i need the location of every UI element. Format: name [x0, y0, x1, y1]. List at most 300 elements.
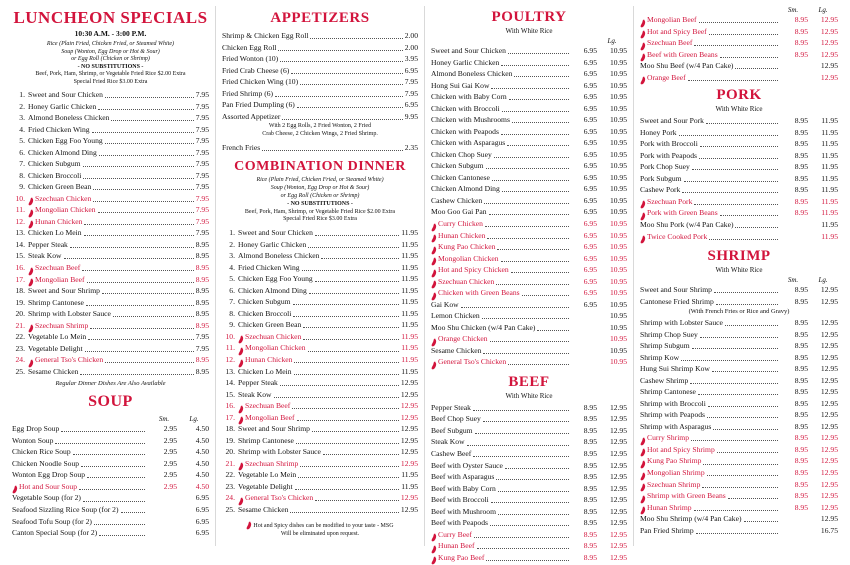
chili-pepper-icon	[28, 197, 33, 204]
item-name: Chicken Green Bean	[28, 182, 92, 192]
luncheon-note-rice: Rice (Plain Fried, Chicken Fried, or Steamed White)	[46, 41, 175, 47]
item-name: Lemon Chicken	[431, 311, 480, 321]
item-price-large: 10.95	[609, 334, 628, 344]
item-price-large: 10.95	[609, 311, 628, 321]
menu-item	[431, 529, 627, 541]
item-number: 24.	[225, 493, 235, 503]
item-price: 7.95	[195, 147, 209, 157]
item-price-small: 6.95	[583, 184, 598, 194]
leader-dots	[321, 258, 399, 259]
item-price-large: 10.95	[609, 207, 628, 217]
item-price: 8.95	[195, 286, 209, 296]
item-price-small: 8.95	[583, 449, 598, 458]
menu-item	[431, 264, 627, 276]
item-name: Szechuan Shrimp	[647, 479, 701, 489]
menu-item	[222, 492, 418, 504]
item-name: Shrimp Cantonese	[28, 297, 84, 307]
item-name: Pepper Steak	[28, 239, 68, 249]
item-name: Moo Goo Gai Pan	[431, 207, 487, 217]
item-name: Orange Beef	[647, 72, 686, 82]
item-name: Beef with Baby Corn	[431, 483, 496, 493]
chili-pepper-icon	[431, 292, 436, 299]
menu-item	[431, 333, 627, 345]
menu-item	[12, 331, 209, 343]
combo-note-rice: Rice (Plain Fried, Chicken Fried, or Steamed White)	[256, 177, 384, 184]
beef-top-col-sm: Sm.	[787, 6, 799, 14]
menu-item	[431, 356, 627, 368]
item-price-small: 8.95	[794, 296, 809, 306]
item-name: Chicken with Mushrooms	[431, 115, 510, 125]
item-price: 7.95	[195, 113, 209, 123]
item-price: 11.95	[401, 239, 419, 249]
item-price: 3.95	[404, 54, 419, 64]
menu-item	[640, 513, 838, 525]
item-name: Hunan Beef	[438, 541, 475, 551]
chili-pepper-icon	[640, 472, 645, 479]
item-name: Seafood Tofu Soup (for 2)	[12, 516, 92, 526]
luncheon-extra-1: Beef, Pork, Ham, Shrimp, or Vegetable Fried Rice $2.00 Extra	[35, 71, 186, 77]
menu-item	[431, 206, 627, 218]
item-name: Chicken Subgum	[238, 297, 291, 307]
item-price: 6.95	[404, 100, 419, 110]
leader-dots	[684, 181, 778, 182]
menu-item	[640, 219, 838, 231]
item-price-large: 11.95	[821, 127, 839, 137]
item-number: 2.	[19, 101, 25, 111]
chili-pepper-icon	[640, 495, 645, 502]
item-name: Beef with Broccoli	[431, 495, 489, 505]
item-name: Beef with Asparagus	[431, 472, 495, 482]
menu-item	[12, 170, 209, 182]
item-price-large: 12.95	[820, 329, 839, 339]
luncheon-notes	[12, 41, 209, 86]
menu-item	[12, 458, 209, 470]
leader-dots	[477, 548, 570, 549]
item-price-small: 2.95	[163, 435, 177, 445]
chili-pepper-icon	[640, 506, 645, 513]
item-price: 2.00	[404, 42, 419, 52]
item-price-large: 11.95	[821, 139, 839, 149]
item-name: Curry Shrimp	[647, 433, 690, 443]
item-number: 18.	[15, 286, 25, 296]
menu-item	[640, 127, 838, 139]
menu-item	[640, 184, 838, 196]
item-price-small: 8.95	[583, 483, 598, 493]
leader-dots	[113, 316, 194, 317]
item-number: 6.	[229, 285, 235, 295]
leader-dots	[497, 249, 569, 250]
item-name: Mongolian Beef	[245, 412, 295, 422]
shrimp-with-rice-note: With White Rice	[715, 266, 763, 275]
menu-item	[640, 352, 838, 364]
leader-dots	[485, 226, 569, 227]
menu-item	[431, 57, 627, 69]
item-name: Honey Garlic Chicken	[238, 239, 307, 249]
item-price-large: 10.95	[609, 115, 628, 125]
item-name: General Tso's Chicken	[35, 355, 104, 365]
item-price-small: 8.95	[794, 421, 809, 431]
item-price-large: 6.95	[195, 528, 209, 538]
item-name: Gai Kow	[431, 299, 459, 309]
item-name: Fried Shrimp (6)	[222, 88, 274, 98]
chili-pepper-icon	[28, 324, 33, 331]
menu-item	[640, 60, 838, 72]
menu-item	[12, 158, 209, 170]
item-name: Hot and Sour Soup	[19, 481, 78, 491]
item-price: 12.95	[400, 493, 419, 503]
menu-item	[12, 435, 209, 447]
item-name: Chicken Almond Ding	[28, 147, 97, 157]
item-name: Shrimp with Asparagus	[640, 421, 712, 431]
leader-dots	[508, 53, 569, 54]
item-price: 2.00	[404, 31, 419, 40]
item-name: Curry Chicken	[438, 218, 483, 228]
leader-dots	[492, 180, 569, 181]
section-title-poultry: POULTRY	[491, 9, 567, 25]
item-price-large: 12.95	[820, 398, 839, 408]
item-price-small: 8.95	[583, 437, 598, 447]
item-price-small: 8.95	[583, 541, 598, 551]
item-name: Shrimp Cantonese	[238, 435, 294, 445]
menu-item	[431, 287, 627, 299]
leader-dots	[514, 76, 569, 77]
item-price: 12.95	[400, 378, 419, 388]
item-price-large: 12.95	[820, 514, 839, 524]
chili-pepper-icon	[238, 335, 243, 342]
menu-item	[431, 471, 627, 483]
menu-item	[222, 273, 418, 285]
item-price: 7.95	[195, 332, 209, 342]
footnote-line1: Hot and Spicy dishes can be modified to your taste - MSG	[253, 523, 394, 530]
leader-dots	[491, 502, 569, 503]
leader-dots	[262, 150, 403, 151]
leader-dots	[293, 304, 400, 305]
menu-item	[12, 262, 209, 274]
menu-item	[12, 354, 209, 366]
item-name: Chicken with Green Beans	[438, 288, 520, 298]
menu-item	[222, 423, 418, 435]
chili-pepper-icon	[238, 462, 243, 469]
menu-item	[431, 126, 627, 138]
leader-dots	[55, 443, 145, 444]
chili-pepper-icon	[431, 257, 436, 264]
menu-item	[222, 76, 418, 88]
item-price-small: 6.95	[583, 126, 598, 136]
section-title-appetizers: APPETIZERS	[270, 10, 370, 26]
item-name: Wonton Soup	[12, 435, 54, 445]
item-price: 7.95	[195, 228, 209, 238]
item-price-large: 12.95	[609, 495, 628, 505]
item-number: 13.	[225, 366, 235, 376]
item-name: Chicken Almond Ding	[431, 184, 500, 194]
leader-dots	[278, 50, 402, 51]
item-price-large: 10.95	[609, 357, 628, 367]
menu-item	[12, 216, 209, 228]
menu-item	[12, 285, 209, 297]
leader-dots	[473, 410, 569, 411]
item-price-small: 8.95	[583, 529, 598, 539]
item-price: 8.95	[195, 355, 209, 365]
leader-dots	[297, 107, 403, 108]
combination-notes	[222, 177, 418, 224]
item-name: Fried Wonton (10)	[222, 54, 279, 64]
leader-dots	[735, 68, 778, 69]
item-price-small: 8.95	[794, 185, 809, 195]
menu-item	[640, 490, 838, 502]
item-name: Mongolian Beef	[647, 15, 697, 24]
menu-item	[431, 91, 627, 103]
leader-dots	[295, 489, 400, 490]
item-number: 25.	[225, 504, 235, 514]
item-number: 16.	[225, 401, 235, 411]
item-price: 11.95	[401, 228, 419, 238]
leader-dots	[290, 512, 399, 513]
luncheon-note-eggroll: or Egg Roll (Chicken or Shrimp)	[71, 56, 150, 62]
leader-dots	[508, 364, 569, 365]
chili-pepper-icon	[640, 212, 645, 219]
item-price-small: 8.95	[794, 444, 809, 454]
item-name: Honey Garlic Chicken	[431, 57, 500, 67]
item-price-small: 2.95	[163, 424, 177, 434]
item-name: Mongolian Chicken	[35, 205, 96, 215]
item-number: 3.	[229, 251, 235, 261]
item-price-large: 10.95	[609, 80, 628, 90]
leader-dots	[105, 362, 194, 363]
poultry-col-lg: Lg.	[607, 37, 617, 45]
leader-dots	[720, 215, 778, 216]
item-name: Hunan Chicken	[35, 216, 83, 226]
item-price-small: 8.95	[794, 38, 809, 48]
leader-dots	[315, 235, 399, 236]
item-price: 11.95	[401, 297, 419, 307]
item-price-large: 12.95	[820, 364, 839, 374]
item-name: Chicken Subgum	[431, 161, 484, 171]
item-price-large: 4.50	[195, 447, 209, 457]
menu-item	[431, 68, 627, 80]
item-price: 7.95	[195, 90, 209, 99]
item-name: Szechuan Pork	[647, 196, 693, 206]
menu-item	[222, 319, 418, 331]
item-name: Moo Shu Chicken (w/4 Pan Cake)	[431, 322, 536, 332]
leader-dots	[489, 214, 570, 215]
leader-dots	[714, 292, 778, 293]
item-price-small: 8.95	[794, 26, 809, 36]
item-name: Chicken Chop Suey	[431, 149, 492, 159]
leader-dots	[700, 146, 778, 147]
item-price-small: 8.95	[794, 162, 809, 172]
menu-item	[640, 150, 838, 162]
soup-price-header	[12, 415, 209, 423]
shrimp-col-sm: Sm.	[787, 276, 799, 285]
chili-pepper-icon	[640, 76, 645, 83]
menu-item	[431, 540, 627, 552]
menu-item	[12, 135, 209, 147]
leader-dots	[498, 491, 569, 492]
menu-item	[222, 239, 418, 251]
item-number: 9.	[229, 320, 235, 330]
item-price-large: 10.95	[609, 265, 628, 275]
item-price-small: 8.95	[794, 410, 809, 420]
item-price-large: 12.95	[609, 472, 628, 482]
item-name: Sweet and Sour Chicken	[238, 228, 313, 238]
item-price-large: 12.95	[820, 26, 839, 36]
item-price-large: 12.95	[609, 552, 628, 562]
item-price-large: 11.95	[821, 219, 839, 229]
item-price-small: 8.95	[583, 518, 598, 528]
item-price-large: 12.95	[820, 49, 839, 59]
menu-item	[222, 111, 418, 123]
leader-dots	[496, 479, 569, 480]
item-name: Orange Chicken	[438, 334, 488, 344]
item-price: 11.95	[401, 308, 419, 318]
menu-item	[12, 527, 209, 539]
item-number: 13.	[15, 228, 25, 238]
item-price-large: 12.95	[820, 15, 839, 24]
item-price-large: 10.95	[609, 253, 628, 263]
item-price-small: 6.95	[583, 288, 598, 298]
item-price-small: 6.95	[583, 195, 598, 205]
item-name: Pork Chop Suey	[640, 162, 690, 172]
item-number: 11.	[225, 343, 235, 353]
item-price: 2.35	[404, 142, 419, 152]
menu-item	[640, 502, 838, 514]
leader-dots	[483, 421, 569, 422]
item-name: Mongolian Beef	[35, 274, 85, 284]
leader-dots	[709, 239, 778, 240]
item-number: 6.	[19, 147, 25, 157]
menu-item	[222, 30, 418, 42]
leader-dots	[694, 204, 778, 205]
item-name: Hung Sui Shrimp Kow	[640, 364, 710, 374]
item-name: Beef with Green Beans	[647, 49, 718, 59]
leader-dots	[323, 454, 399, 455]
leader-dots	[94, 524, 145, 525]
chili-pepper-icon	[640, 42, 645, 49]
item-price-small: 2.95	[163, 447, 177, 457]
item-name: Pepper Steak	[238, 378, 278, 388]
item-name: Shrimp Cantonese	[640, 387, 696, 397]
leader-dots	[83, 166, 194, 167]
item-price-small: 6.95	[583, 69, 598, 79]
menu-item	[222, 481, 418, 493]
item-number: 17.	[225, 412, 235, 422]
item-price-small: 8.95	[794, 479, 809, 489]
shrimp-col-lg: Lg.	[818, 276, 828, 285]
menu-item	[431, 149, 627, 161]
item-name: Beef Chop Suey	[431, 414, 481, 424]
menu-item	[431, 402, 627, 414]
item-price-large: 10.95	[609, 242, 628, 252]
column-appetizers-combination	[215, 6, 424, 546]
menu-item	[222, 412, 418, 424]
poultry-price-header	[431, 37, 627, 45]
menu-item	[12, 366, 209, 378]
leader-dots	[692, 169, 778, 170]
leader-dots	[691, 440, 778, 441]
item-name: Mongolian Shrimp	[647, 468, 705, 477]
menu-item	[640, 444, 838, 456]
item-number: 20.	[15, 309, 25, 319]
combo-no-substitutions: - NO SUBSTITUTIONS -	[287, 200, 353, 207]
item-price-small: 8.95	[583, 495, 598, 505]
item-price: 8.95	[195, 251, 209, 261]
item-price-large: 6.95	[195, 505, 209, 514]
menu-item	[431, 241, 627, 253]
menu-item	[640, 14, 838, 26]
chili-pepper-icon	[431, 533, 436, 540]
leader-dots	[700, 337, 778, 338]
item-name: Hong Sui Gai Kow	[431, 80, 490, 90]
item-price: 11.95	[401, 366, 419, 376]
item-price-large: 12.95	[820, 341, 839, 351]
item-price-small: 6.95	[583, 46, 598, 55]
item-name: Cantonese Fried Shrimp	[640, 296, 714, 306]
menu-item	[640, 340, 838, 352]
chili-pepper-icon	[238, 405, 243, 412]
item-price-large: 10.95	[609, 103, 628, 113]
item-price-small: 6.95	[583, 103, 598, 113]
item-price-small: 8.95	[794, 173, 809, 183]
item-price-small: 8.95	[794, 352, 809, 362]
item-price-large: 10.95	[609, 57, 628, 67]
beef-top-col-lg: Lg.	[818, 6, 828, 14]
leader-dots	[291, 73, 402, 74]
menu-item	[12, 423, 209, 435]
item-name: Shrimp Kow	[640, 352, 680, 362]
item-price-large: 12.95	[820, 318, 839, 328]
leader-dots	[474, 537, 569, 538]
leader-dots	[707, 417, 778, 418]
menu-item	[222, 142, 418, 154]
item-name: Pepper Steak	[431, 402, 471, 412]
item-name: Fried Crab Cheese (6)	[222, 65, 290, 75]
leader-dots	[99, 535, 145, 536]
leader-dots	[712, 371, 778, 372]
menu-item	[12, 492, 209, 504]
item-price-small: 6.95	[583, 161, 598, 171]
item-name: Szechuan Beef	[647, 38, 693, 48]
leader-dots	[694, 45, 778, 46]
leader-dots	[706, 123, 778, 124]
footnote-line2: Will be eliminated upon request.	[280, 531, 360, 538]
item-price-small: 8.95	[794, 387, 809, 397]
item-number: 14.	[15, 239, 25, 249]
item-name: Shrimp & Chicken Egg Roll	[222, 31, 309, 40]
leader-dots	[83, 501, 145, 502]
menu-item	[640, 329, 838, 341]
menu-item	[640, 284, 838, 296]
item-price-large: 10.95	[609, 92, 628, 102]
chili-pepper-icon	[640, 235, 645, 242]
leader-dots	[679, 135, 778, 136]
item-price-small: 8.95	[794, 139, 809, 149]
leader-dots	[297, 420, 399, 421]
menu-item	[12, 297, 209, 309]
menu-item	[640, 398, 838, 410]
item-price-small: 8.95	[794, 375, 809, 385]
item-price-small: 8.95	[794, 433, 809, 443]
shrimp-price-header	[640, 276, 838, 284]
appetizer-items-list	[222, 30, 418, 122]
item-name: Szechuan Beef	[245, 401, 291, 411]
item-price-small: 6.95	[583, 230, 598, 240]
leader-dots	[703, 464, 778, 465]
menu-item	[431, 425, 627, 437]
menu-item	[222, 42, 418, 54]
item-price-large: 12.95	[609, 437, 628, 447]
section-title-beef: BEEF	[508, 373, 550, 390]
item-name: Moo Shu Pork (w/4 Pan Cake)	[640, 219, 734, 229]
